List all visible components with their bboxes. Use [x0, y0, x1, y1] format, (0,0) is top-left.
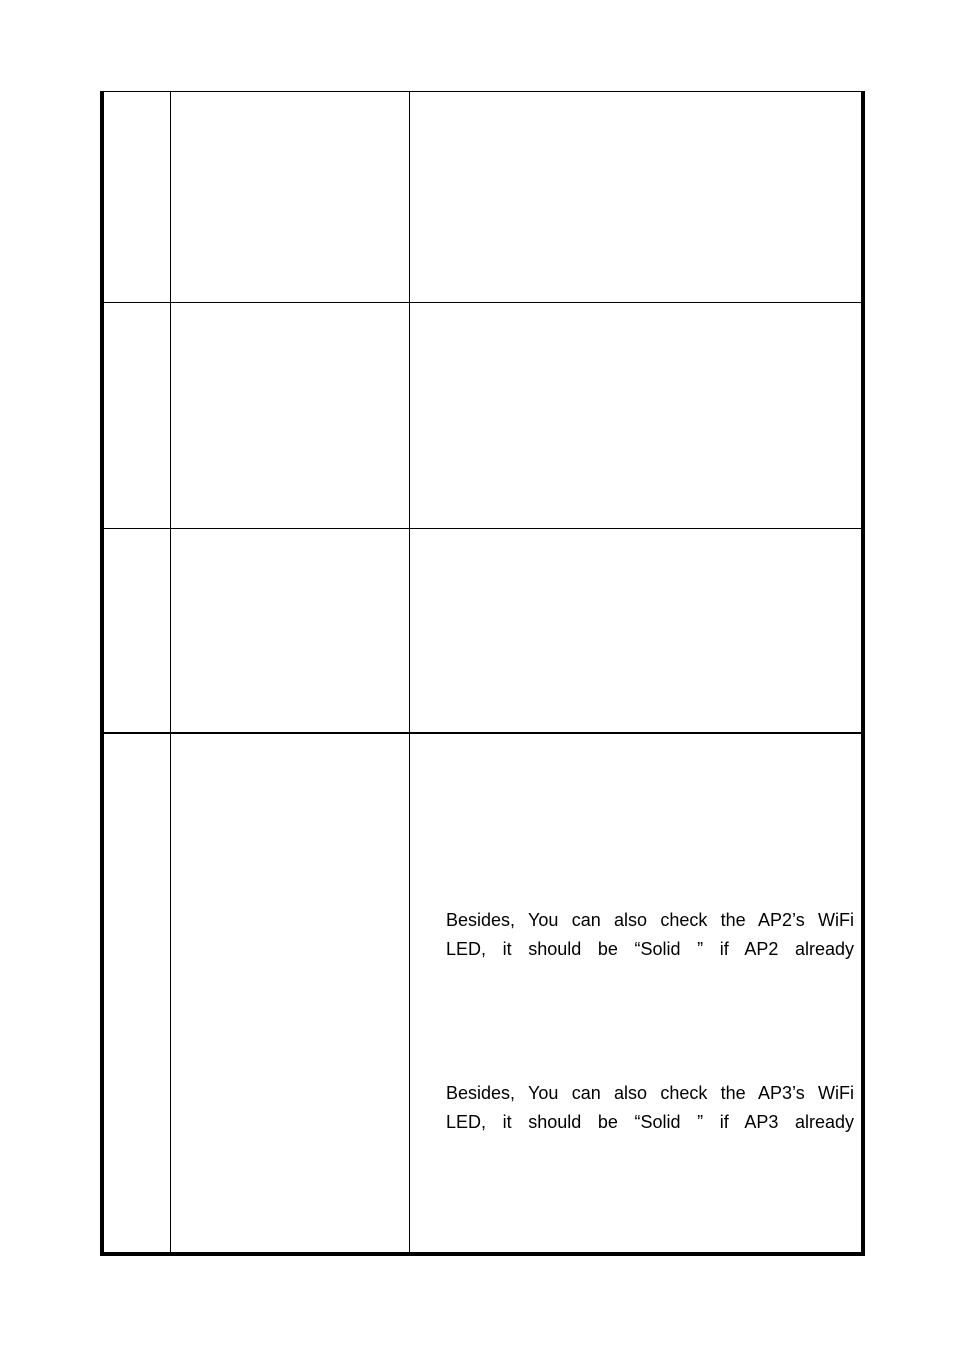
ap3-note-line-1: Besides, You can also check the AP3’s WiFi [446, 1083, 854, 1103]
ap2-wifi-led-note [446, 906, 854, 964]
row-divider-3 [104, 732, 861, 734]
ap3-wifi-led-note [446, 1079, 854, 1137]
row-divider-1 [104, 302, 861, 303]
ap3-note-line-2: LED, it should be “Solid ” if AP3 already [446, 1112, 854, 1132]
ap2-note-line-1: Besides, You can also check the AP2’s WiFi [446, 910, 854, 930]
column-divider-2 [409, 92, 410, 1252]
column-divider-1 [170, 92, 171, 1252]
ap2-note-line-2: LED, it should be “Solid ” if AP2 already [446, 939, 854, 959]
row-divider-2 [104, 528, 861, 529]
